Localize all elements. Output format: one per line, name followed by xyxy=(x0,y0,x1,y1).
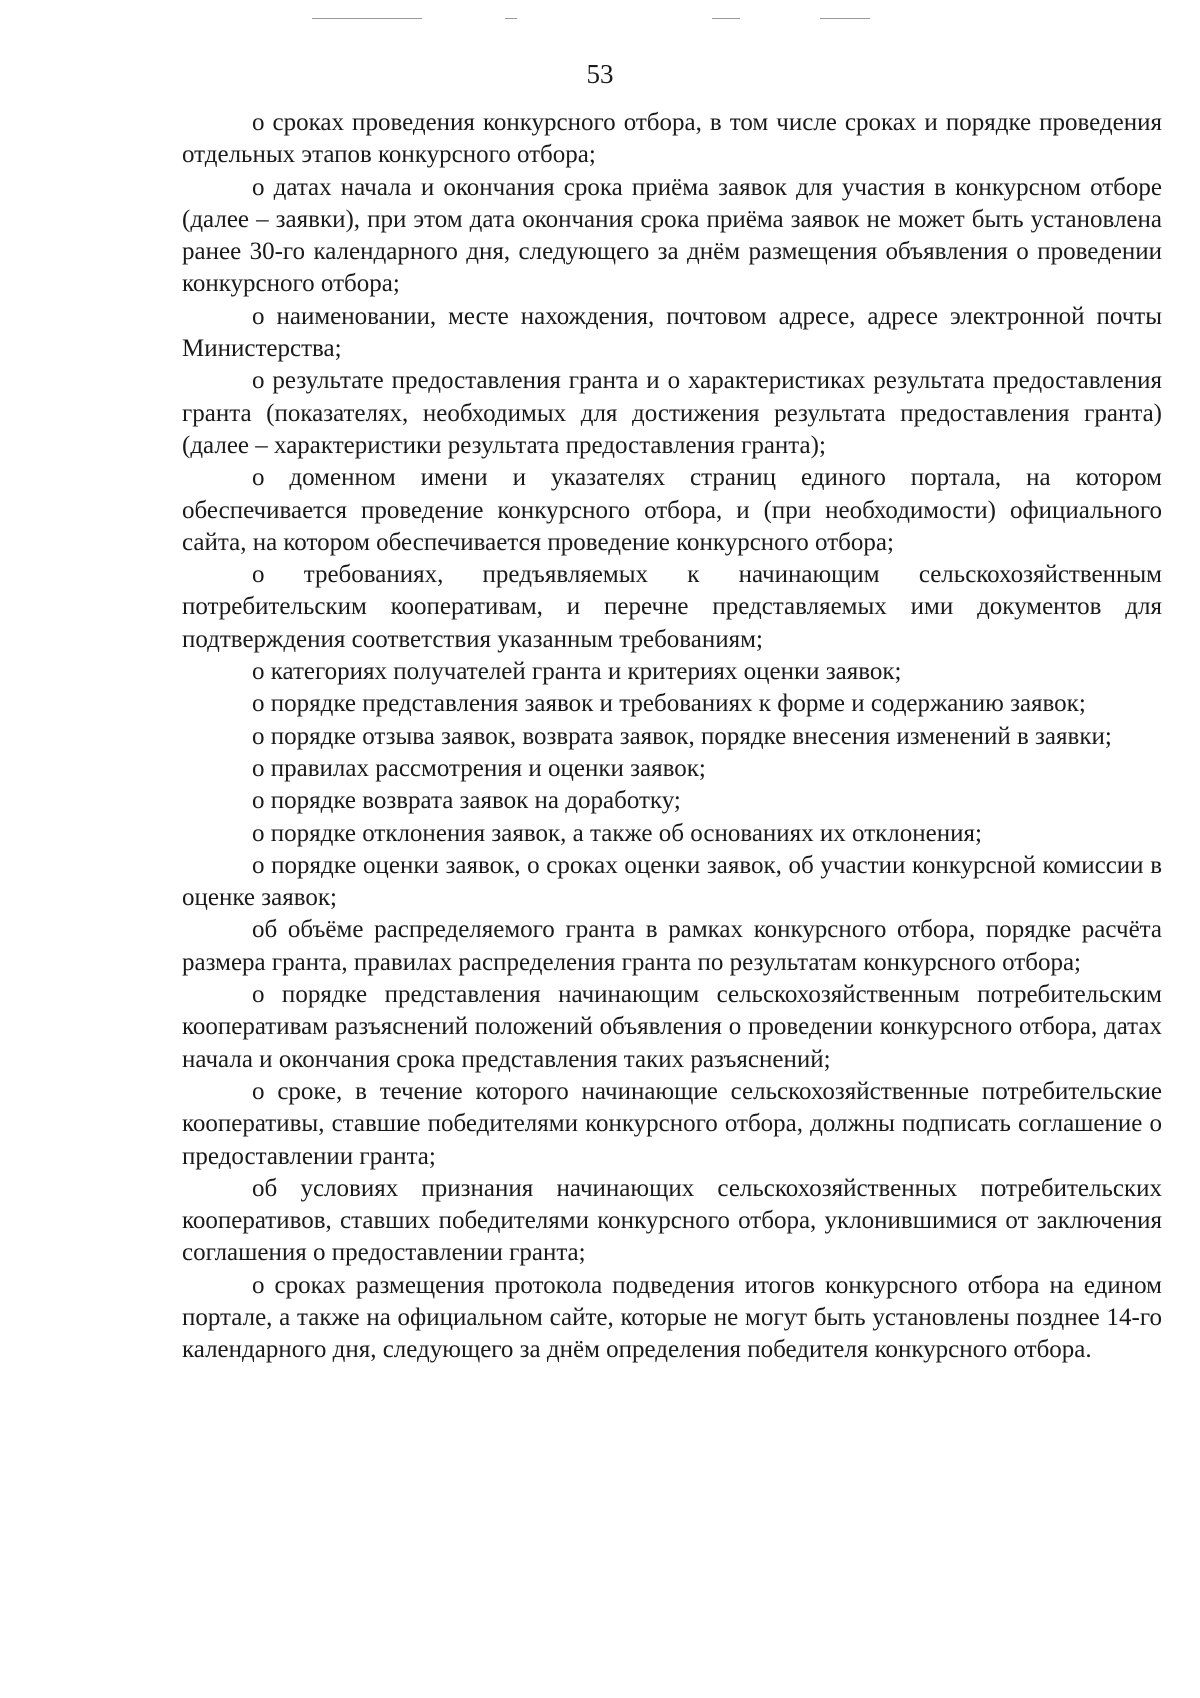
paragraph: о результате предоставления гранта и о характеристиках результата предоставления гранта (показателях, необходимых для достижения результата предоставления гранта) (далее – характеристики результата предоставления гранта); xyxy=(182,367,1162,459)
document-body xyxy=(182,107,1162,1367)
scan-artifact-line xyxy=(712,18,740,19)
paragraph: об условиях признания начинающих сельскохозяйственных потребительских кооперативов, ставших победителями конкурсного отбора, уклонившимися от заключения соглашения о предоставлении гранта; xyxy=(182,1174,1162,1267)
paragraph: о категориях получателей гранта и критериях оценки заявок; xyxy=(252,658,902,686)
paragraph: о порядке отклонения заявок, а также об основаниях их отклонения; xyxy=(252,819,982,847)
paragraph: о датах начала и окончания срока приёма заявок для участия в конкурсном отборе (далее – заявки), при этом дата окончания срока приёма заявок не может быть установлена ранее 30-го календарного дня, следующего за днём размещения объявления о проведении конкурсного отбора; xyxy=(182,173,1162,298)
paragraph: о порядке представления заявок и требованиях к форме и содержанию заявок; xyxy=(252,690,1086,718)
paragraph: о требованиях, предъявляемых к начинающим сельскохозяйственным потребительским кооперативам, и перечне представляемых ими документов для подтверждения соответствия указанным требованиям; xyxy=(182,561,1162,653)
paragraph: о сроках проведения конкурсного отбора, в том числе сроках и порядке проведения отдельных этапов конкурсного отбора; xyxy=(182,109,1162,169)
paragraph: о доменном имени и указателях страниц единого портала, на котором обеспечивается проведение конкурсного отбора, и (при необходимости) официального сайта, на котором обеспечивается проведение конкурсного отбора; xyxy=(182,464,1162,556)
paragraph: о сроке, в течение которого начинающие сельскохозяйственные потребительские кооперативы, ставшие победителями конкурсного отбора, должны подписать соглашение о предоставлении гранта; xyxy=(182,1077,1162,1170)
paragraph: о порядке отзыва заявок, возврата заявок, порядке внесения изменений в заявки; xyxy=(252,722,1112,750)
scan-artifact-line xyxy=(505,18,517,19)
scan-artifact-line xyxy=(312,18,422,19)
paragraph: об объёме распределяемого гранта в рамках конкурсного отбора, порядке расчёта размера гранта, правилах распределения гранта по результатам конкурсного отбора; xyxy=(182,916,1162,976)
paragraph: о наименовании, месте нахождения, почтовом адресе, адресе электронной почты Министерства; xyxy=(182,302,1162,363)
paragraph: о правилах рассмотрения и оценки заявок; xyxy=(252,754,706,782)
paragraph: о сроках размещения протокола подведения итогов конкурсного отбора на едином портале, а также на официальном сайте, которые не могут быть установлены позднее 14-го календарного дня, следующего за днём определения победителя конкурсного отбора. xyxy=(182,1271,1162,1364)
paragraph: о порядке представления начинающим сельскохозяйственным потребительским кооперативам разъяснений положений объявления о проведении конкурсного отбора, датах начала и окончания срока представления таких разъяснений; xyxy=(182,981,1162,1073)
scan-artifact-line xyxy=(820,18,870,19)
paragraph: о порядке оценки заявок, о сроках оценки заявок, об участии конкурсной комиссии в оценке заявок; xyxy=(182,851,1162,912)
paragraph: о порядке возврата заявок на доработку; xyxy=(252,787,681,815)
page-number: 53 xyxy=(586,59,614,89)
